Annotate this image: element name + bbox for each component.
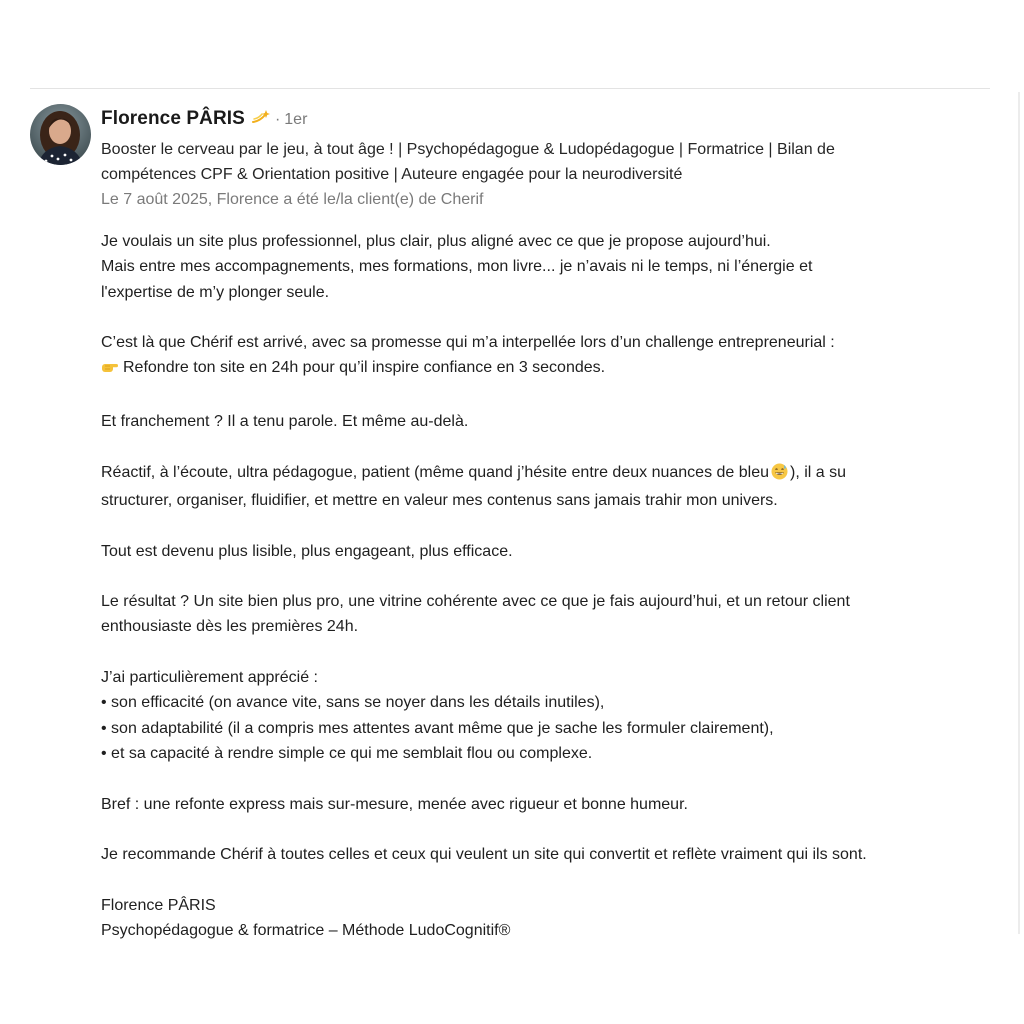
text-line: Bref : une refonte express mais sur-mesure, menée avec rigueur et bonne humeur. <box>101 795 688 813</box>
bullet-item: • son efficacité (on avance vite, sans se noyer dans les détails inutiles), <box>101 694 605 712</box>
paragraph-5 <box>101 539 1001 564</box>
degree-separator: · <box>274 111 281 128</box>
paragraph-8 <box>101 792 1001 817</box>
paragraph-4 <box>101 460 1001 514</box>
recommendation-header <box>101 108 981 212</box>
avatar[interactable] <box>30 104 91 165</box>
bullet-item: • son adaptabilité (il a compris mes attentes avant même que je sache les formuler clairement), <box>101 719 774 737</box>
text-fragment: Refondre ton site en 24h pour qu’il inspire confiance en 3 secondes. <box>123 359 606 377</box>
pointing-hand-icon <box>101 358 119 383</box>
text-line: Et franchement ? Il a tenu parole. Et même au-delà. <box>101 413 469 431</box>
paragraph-1 <box>101 229 1001 305</box>
relationship-meta: Le 7 août 2025, Florence a été le/la client(e) de Cherif <box>101 191 484 208</box>
paragraph-7 <box>101 665 1001 766</box>
paragraph-6 <box>101 589 1001 640</box>
text-line: Le résultat ? Un site bien plus pro, une vitrine cohérente avec ce que je fais aujourd’hui, et un retour client <box>101 593 850 611</box>
text-fragment: Réactif, à l’écoute, ultra pédagogue, patient (même quand j’hésite entre deux nuances de bleu <box>101 463 769 481</box>
recommendation-body <box>101 229 1001 969</box>
text-line: Tout est devenu plus lisible, plus engageant, plus efficace. <box>101 542 513 560</box>
signature-title: Psychopédagogue & formatrice – Méthode LudoCognitif® <box>101 922 511 940</box>
top-divider <box>30 88 990 89</box>
name-row <box>101 108 981 134</box>
text-line: l'expertise de m’y plonger seule. <box>101 283 330 301</box>
author-name[interactable]: Florence PÂRIS <box>101 108 245 129</box>
text-line: Je voulais un site plus professionnel, plus clair, plus aligné avec ce que je propose aujourd’hui. <box>101 233 771 250</box>
text-line: C’est là que Chérif est arrivé, avec sa promesse qui m’a interpellée lors d’un challenge entrepreneurial : <box>101 334 835 352</box>
text-line: Je recommande Chérif à toutes celles et ceux qui veulent un site qui convertit et reflète vraiment qui ils sont. <box>101 846 867 864</box>
headline-line: Booster le cerveau par le jeu, à tout âge ! | Psychopédagogue & Ludopédagogue | Formatrice | Bilan de <box>101 141 835 158</box>
sparkle-icon <box>251 109 271 125</box>
signature <box>101 893 1001 944</box>
connection-degree: 1er <box>284 111 308 128</box>
paragraph-9 <box>101 842 1001 867</box>
text-line: Mais entre mes accompagnements, mes formations, mon livre... je n’avais ni le temps, ni l’énergie et <box>101 258 813 276</box>
bullet-item: • et sa capacité à rendre simple ce qui me semblait flou ou complexe. <box>101 744 593 762</box>
text-line: J’ai particulièrement apprécié : <box>101 669 318 687</box>
headline-line: compétences CPF & Orientation positive | Auteure engagée pour la neurodiversité <box>101 166 683 183</box>
paragraph-2 <box>101 330 1001 384</box>
text-line: enthousiaste dès les premières 24h. <box>101 618 359 636</box>
paragraph-3 <box>101 409 1001 434</box>
author-headline <box>101 137 981 187</box>
text-line-with-emoji <box>101 460 1001 488</box>
text-line-with-emoji <box>101 355 1001 383</box>
grinning-sweat-icon <box>771 463 788 488</box>
signature-name: Florence PÂRIS <box>101 896 216 914</box>
scroll-edge <box>1018 92 1020 934</box>
text-line: structurer, organiser, fluidifier, et mettre en valeur mes contenus sans jamais trahir mon univers. <box>101 491 778 509</box>
text-fragment: ), il a su <box>790 463 847 481</box>
